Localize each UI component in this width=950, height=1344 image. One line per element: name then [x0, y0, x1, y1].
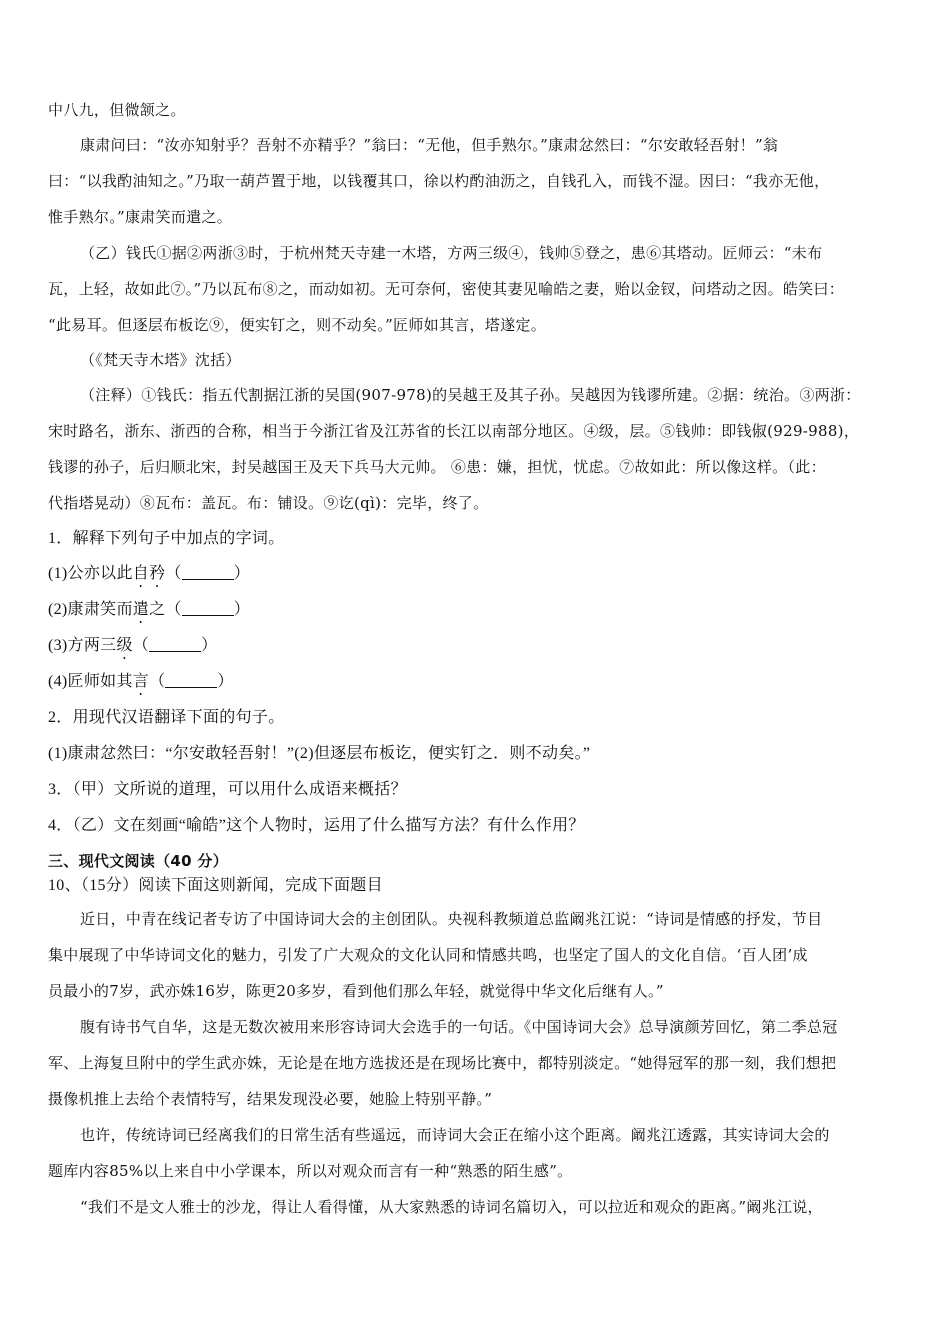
close-paren: ） — [233, 565, 250, 582]
item-prefix: (1)公亦以此 — [48, 565, 133, 582]
text-line: 康肃问曰：“汝亦知射乎？吾射不亦精乎？”翁曰：“无他，但手熟尔。”康肃忿然曰：“尔安敢轻吾射！”翁 — [80, 136, 779, 154]
item-suffix: （ — [149, 673, 166, 690]
annotation-line: 宋时路名，浙东、浙西的合称，相当于今浙江省及江苏省的长江以南部分地区。④级，层。⑤钱帅：即钱俶(929-988)， — [48, 422, 860, 440]
item-prefix: (4)匠师如其 — [48, 673, 133, 690]
source-citation: （《梵天寺木塔》沈括） — [80, 351, 241, 369]
question-3: 3．（甲）文所说的道理，可以用什么成语来概括？ — [48, 781, 407, 798]
item-suffix: （ — [132, 637, 150, 654]
news-paragraph-line: 腹有诗书气自华，这是无数次被用来形容诗词大会选手的一句话。《中国诗词大会》总导演颜芳回忆，第二季总冠 — [80, 1018, 838, 1036]
news-paragraph-line: 摄像机推上去给个表情特写，结果发现没必要，她脸上特别平静。” — [48, 1090, 493, 1108]
question-4: 4．（乙）文在刻画“喻皓”这个人物时，运用了什么描写方法？有什么作用？ — [48, 817, 585, 834]
dotted-word: 遣 — [132, 601, 150, 618]
text-line: 曰：“以我酌油知之。”乃取一葫芦置于地，以钱覆其口，徐以杓酌油沥之，自钱孔入，而钱不湿。因曰：“我亦无他， — [48, 172, 830, 190]
question-1: 1．解释下列句子中加点的字词。 — [48, 530, 285, 547]
question-10: 10、（15分）阅读下面这则新闻，完成下面题目 — [48, 877, 383, 894]
dotted-word: 自矜 — [132, 565, 166, 582]
news-paragraph-line: 近日，中青在线记者专访了中国诗词大会的主创团队。央视科教频道总监阚兆江说：“诗词是情感的抒发，节目 — [80, 910, 823, 928]
close-paren: ） — [233, 601, 250, 618]
news-paragraph-line: 也许，传统诗词已经离我们的日常生活有些遥远，而诗词大会正在缩小这个距离。阚兆江透露，其实诗词大会的 — [80, 1126, 830, 1144]
question-2: 2．用现代汉语翻译下面的句子。 — [48, 709, 285, 726]
text-line: 中八九，但微颔之。 — [48, 101, 186, 119]
answer-blank[interactable] — [165, 673, 217, 688]
item-prefix: (2)康肃笑而 — [48, 601, 133, 618]
question-1-item-3 — [48, 636, 908, 663]
answer-blank[interactable] — [182, 565, 234, 580]
answer-blank[interactable] — [182, 601, 234, 616]
news-paragraph-line: “我们不是文人雅士的沙龙，得让人看得懂，从大家熟悉的诗词名篇切入，可以拉近和观众的距离。”阚兆江说， — [80, 1198, 823, 1216]
annotation-line: 钱谬的孙子，后归顺北宋，封吴越国王及天下兵马大元帅。 ⑥患：嫌，担忧，忧虑。⑦故如此：所以像这样。（此： — [48, 458, 826, 476]
question-1-item-4 — [48, 672, 908, 699]
news-paragraph-line: 军、上海复旦附中的学生武亦姝，无论是在地方选拔还是在现场比赛中，都特别淡定。“她得冠军的那一刻，我们想把 — [48, 1054, 837, 1072]
close-paren: ） — [201, 637, 218, 654]
text-line: 瓦，上轻，故如此⑦。”乃以瓦布⑧之，而动如初。无可奈何，密使其妻见喻皓之妻，贻以金钗，问塔动之因。皓笑曰： — [48, 280, 845, 298]
section-heading: 三、现代文阅读（40 分） — [48, 852, 228, 870]
dotted-word: 言 — [132, 673, 150, 690]
news-paragraph-line: 集中展现了中华诗词文化的魅力，引发了广大观众的文化认同和情感共鸣，也坚定了国人的文化自信。‘百人团’成 — [48, 946, 808, 964]
annotation-line: 代指塔晃动）⑧瓦布：盖瓦。布：铺设。⑨讫(qì)：完毕，终了。 — [48, 494, 489, 512]
text-line: 惟手熟尔。”康肃笑而遣之。 — [48, 208, 233, 226]
question-1-item-2 — [48, 600, 908, 627]
text-line: （乙）钱氏①据②两浙③时，于杭州梵天寺建一木塔，方两三级④，钱帅⑤登之，患⑥其塔动。匠师云：“未布 — [80, 244, 823, 262]
news-paragraph-line: 题库内容85%以上来自中小学课本，所以对观众而言有一种“熟悉的陌生感”。 — [48, 1162, 573, 1180]
answer-blank[interactable] — [149, 637, 201, 652]
close-paren: ） — [217, 673, 234, 690]
item-prefix: (3)方两三 — [48, 637, 117, 654]
item-suffix: （ — [165, 565, 182, 582]
item-suffix: 之（ — [149, 601, 182, 618]
text-line: “此易耳。但逐层布板讫⑨，便实钉之，则不动矣。”匠师如其言，塔遂定。 — [48, 316, 547, 334]
news-paragraph-line: 员最小的7岁，武亦姝16岁，陈更20多岁，看到他们那么年轻，就觉得中华文化后继有人。” — [48, 982, 664, 1000]
question-2-text: (1)康肃忿然曰：“尔安敢轻吾射！”(2)但逐层布板讫，便实钉之．则不动矣。” — [48, 745, 591, 762]
dotted-word: 级 — [116, 637, 133, 654]
question-1-item-1 — [48, 564, 908, 591]
annotation-line: （注释）①钱氏：指五代割据江浙的吴国(907-978)的吴越王及其子孙。吴越因为钱谬所建。②据：统治。③两浙： — [80, 386, 861, 404]
